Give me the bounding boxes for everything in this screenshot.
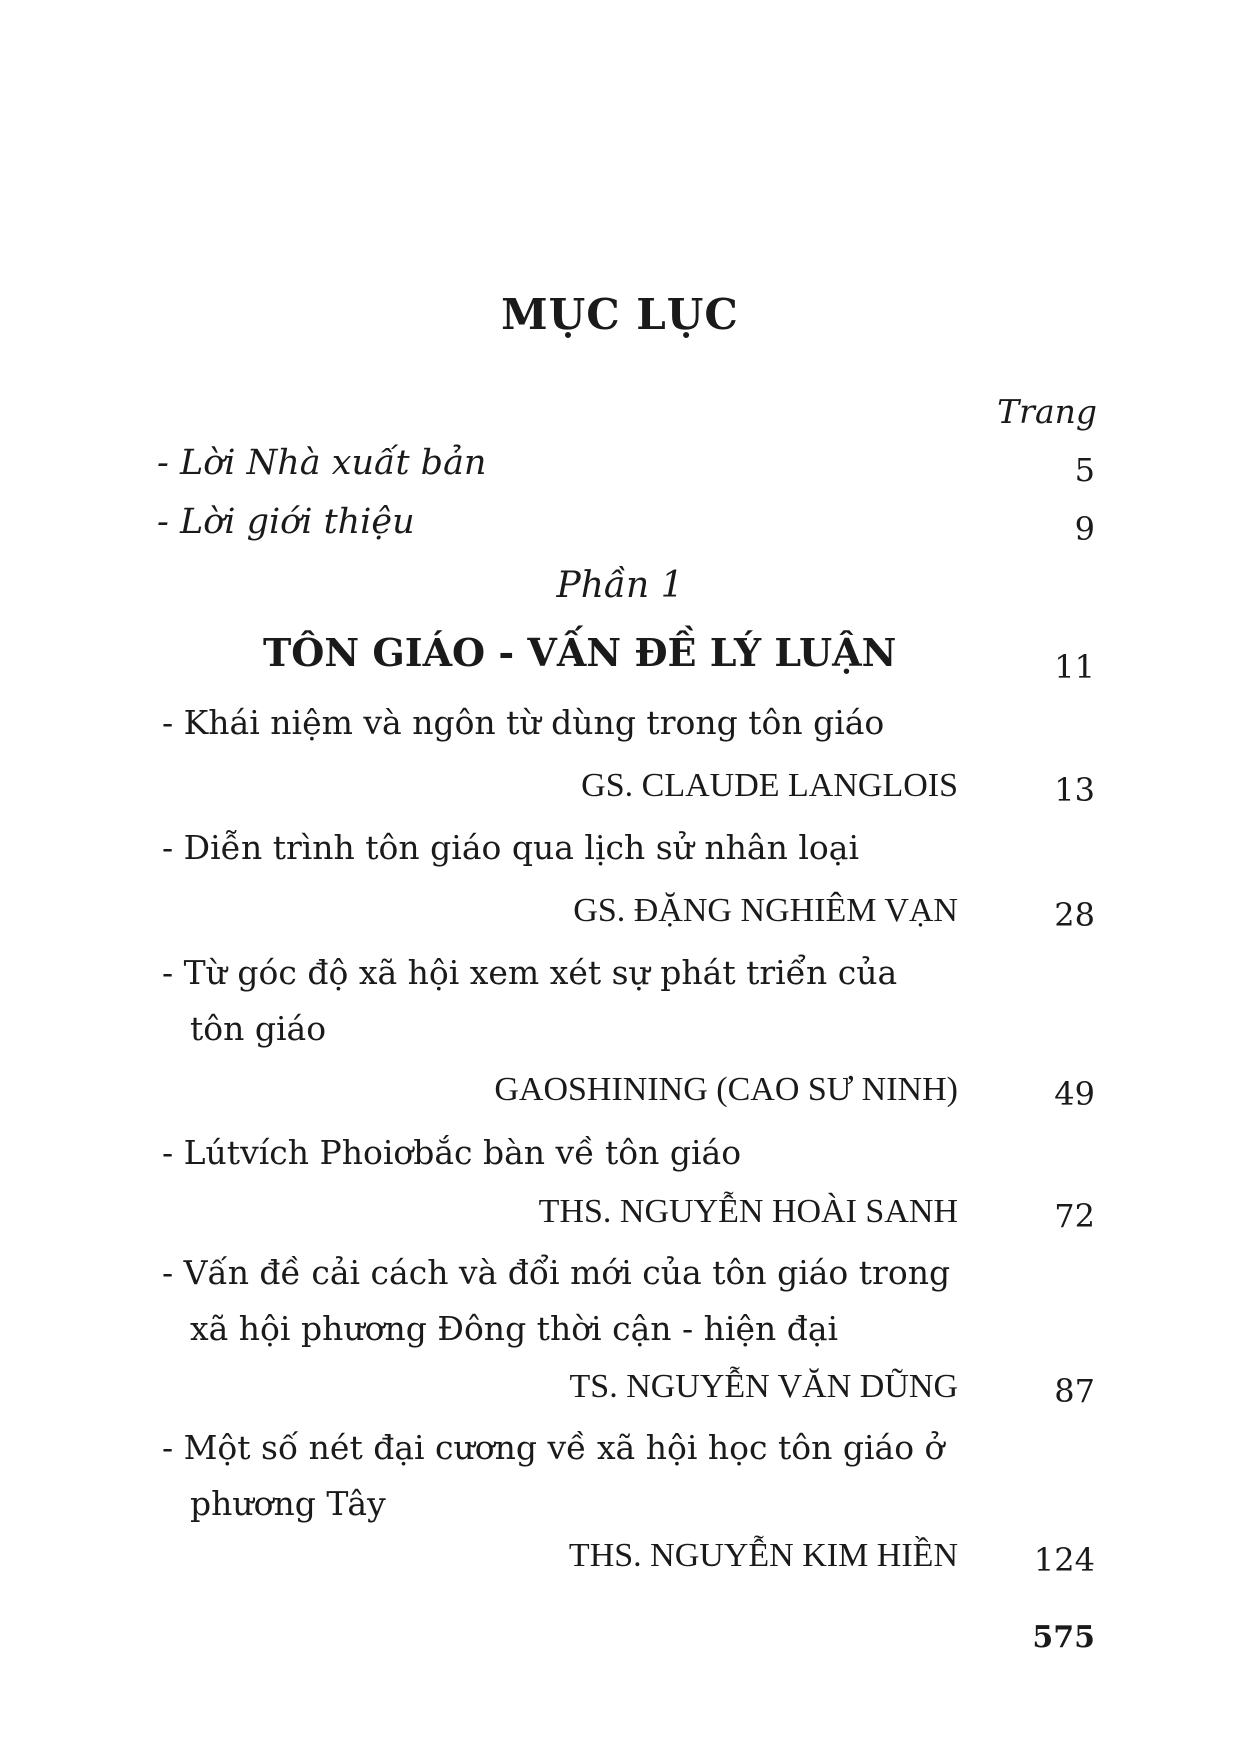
entry-author: GS. CLAUDE LANGLOIS [581, 767, 958, 804]
part-title: TÔN GIÁO - VẤN ĐỀ LÝ LUẬN [263, 630, 897, 675]
entry-page: 13 [1054, 771, 1095, 809]
part-page: 11 [1054, 648, 1095, 686]
front-matter-label: - Lời Nhà xuất bản [157, 443, 487, 483]
entry-page: 49 [1054, 1075, 1095, 1113]
page-column-header: Trang [997, 392, 1097, 431]
entry-author: TS. NGUYỄN VĂN DŨNG [569, 1368, 958, 1405]
entry-author: GAOSHINING (CAO SƯ NINH) [494, 1071, 958, 1108]
entry-author: GS. ĐẶNG NGHIÊM VẠN [573, 892, 958, 929]
page-title: MỤC LỤC [501, 290, 739, 339]
entry-title-line: - Từ góc độ xã hội xem xét sự phát triển của [162, 953, 898, 992]
entry-title-line: phương Tây [190, 1484, 386, 1523]
front-matter-page: 9 [1074, 510, 1095, 548]
entry-page: 87 [1054, 1372, 1095, 1410]
entry-page: 124 [1033, 1541, 1095, 1579]
entry-page: 28 [1054, 896, 1095, 934]
page-number: 575 [1032, 1620, 1095, 1655]
entry-author: THS. NGUYỄN KIM HIỀN [568, 1537, 958, 1574]
entry-title-line: xã hội phương Đông thời cận - hiện đại [190, 1309, 839, 1348]
entry-title-line: tôn giáo [190, 1009, 327, 1048]
entry-title-line: - Khái niệm và ngôn từ dùng trong tôn giáo [162, 703, 885, 742]
entry-author: THS. NGUYỄN HOÀI SANH [538, 1193, 958, 1230]
part-label: Phần 1 [556, 565, 684, 606]
entry-title-line: - Một số nét đại cương về xã hội học tôn giáo ở [162, 1428, 945, 1467]
front-matter-label: - Lời giới thiệu [157, 502, 415, 542]
entry-title-line: - Lútvích Phoiơbắc bàn về tôn giáo [162, 1133, 742, 1172]
entry-title-line: - Diễn trình tôn giáo qua lịch sử nhân loại [162, 828, 859, 867]
entry-page: 72 [1054, 1197, 1095, 1235]
front-matter-page: 5 [1074, 451, 1095, 489]
entry-title-line: - Vấn đề cải cách và đổi mới của tôn giáo trong [162, 1253, 951, 1292]
